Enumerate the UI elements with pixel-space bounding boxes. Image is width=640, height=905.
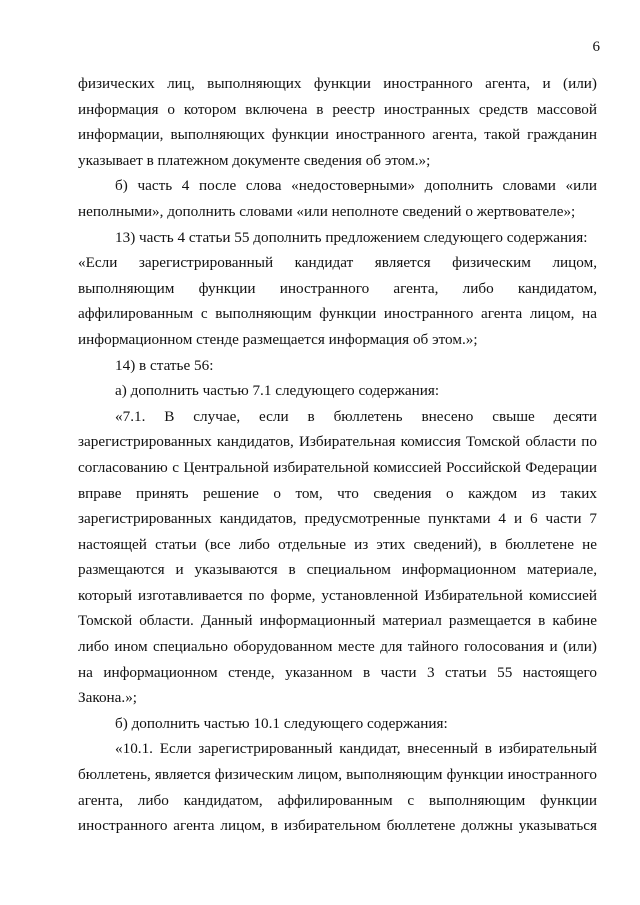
paragraph-item-13: 13) часть 4 статьи 55 дополнить предложением следующего содержания: — [115, 228, 588, 246]
paragraph-quoted-amendment-55: «Если зарегистрированный кандидат является физическим лицом, выполняющим функции иностранного агента, либо кандидатом, аффилированным с выполняющим функции иностранного агента лицом, на информационном стенде размещается информация об этом.»; — [78, 254, 597, 348]
paragraph-item-14: 14) в статье 56: — [115, 356, 214, 374]
paragraph-item-b-part-4: б) часть 4 после слова «недостоверными» дополнить словами «или неполными», дополнить словами «или неполноте сведений о жертвователе»; — [78, 177, 597, 220]
paragraph-item-a-7-1: а) дополнить частью 7.1 следующего содержания: — [115, 382, 440, 400]
paragraph-quoted-10-1: «10.1. Если зарегистрированный кандидат, внесенный в избирательный бюллетень, является физическим лицом, выполняющим функции иностранного агента, либо кандидатом, аффилированным с выполняющим функции иностранного агента лицом, в избирательном бюллетене должны указываться — [78, 740, 597, 835]
paragraph-item-b-10-1: б) дополнить частью 10.1 следующего содержания: — [115, 714, 448, 732]
paragraph-quoted-7-1: «7.1. В случае, если в бюллетень внесено свыше десяти зарегистрированных кандидатов, Избирательная комиссия Томской области по согласованию с Центральной избирательной комиссией Российской Федерации вправе принять решение о том, что сведения о каждом из таких зарегистрированных кандидатов, предусмотренные пунктами 4 и 6 части 7 настоящей статьи (все либо отдельные из этих сведений), в бюллетене не размещаются и указываются в специальном информационном материале, который изготавливается по форме, установленной Избирательной комиссией Томской области. Данный информационный материал размещается в кабине либо ином специально оборудованном месте для тайного голосования и (или) на информационном стенде, указанном в части 3 статьи 55 настоящего Закона.»; — [78, 407, 597, 707]
document-body — [78, 71, 597, 839]
paragraph-continuation: физических лиц, выполняющих функции иностранного агента, и (или) информация о котором включена в реестр иностранных средств массовой информации, выполняющих функции иностранного агента, такой гражданин указывает в платежном документе сведения об этом.»; — [78, 75, 597, 169]
page-number: 6 — [592, 39, 600, 55]
